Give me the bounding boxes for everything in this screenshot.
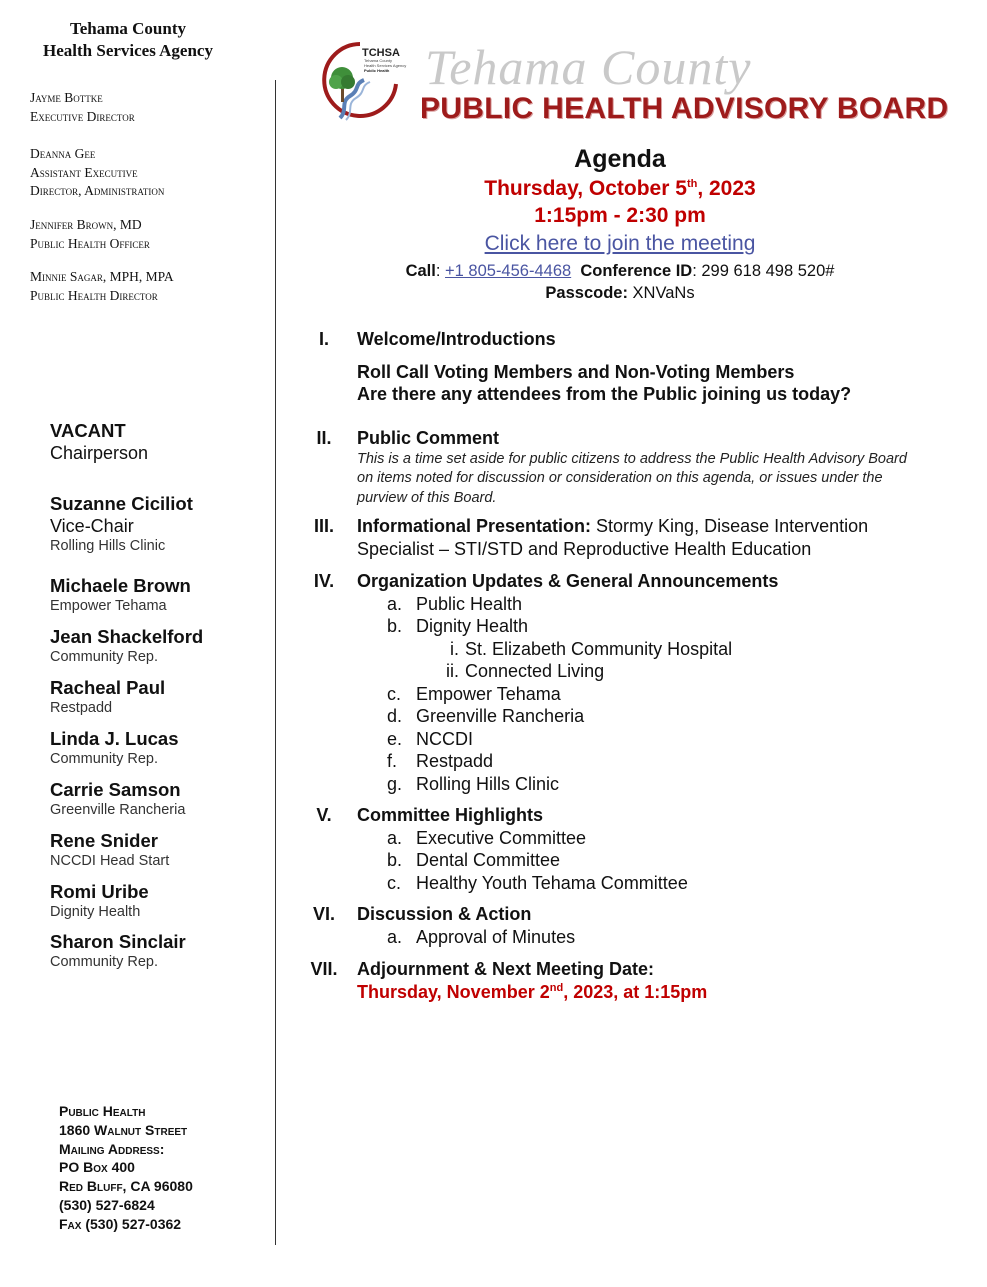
meeting-date: Thursday, October 5th, 2023 — [484, 177, 756, 200]
passcode-info: Passcode: XNVaNs — [545, 284, 695, 302]
sidebar — [0, 0, 272, 1287]
list-item: e. NCCDI — [387, 728, 473, 749]
board-member: Romi Uribe Dignity Health — [50, 881, 149, 920]
list-item: c. Healthy Youth Tehama Committee — [387, 872, 688, 893]
agenda-title: Agenda — [574, 145, 666, 173]
board-member: Linda J. Lucas Community Rep. — [50, 728, 179, 767]
phone-link[interactable]: +1 805-456-4468 — [445, 262, 572, 280]
board-member: Sharon Sinclair Community Rep. — [50, 931, 186, 970]
board-member: Jean Shackelford Community Rep. — [50, 626, 204, 665]
tchsa-logo — [320, 40, 407, 122]
join-meeting-line — [300, 232, 940, 256]
svg-text:Health Services Agency: Health Services Agency — [364, 63, 407, 68]
svg-text:Public Health: Public Health — [364, 68, 390, 73]
list-item: b. Dental Committee — [387, 850, 561, 870]
mailing-address: Public Health 1860 Walnut Street Mailing Address: PO Box 400 Red Bluff, CA 96080 (530) 527-6824 Fax (530) 527-0362 — [59, 1103, 193, 1232]
list-item: b. Dignity Health — [387, 616, 529, 636]
list-item: g. Rolling Hills Clinic — [387, 773, 560, 794]
board-title: PUBLIC HEALTH ADVISORY BOARD — [420, 92, 949, 125]
board-member: Rene Snider NCCDI Head Start — [50, 830, 170, 869]
staff-public-health-officer: Jennifer Brown, MD Public Health Officer — [30, 217, 150, 251]
board-member: Racheal Paul Restpadd — [50, 677, 166, 716]
meeting-time: 1:15pm - 2:30 pm — [534, 204, 706, 227]
staff-public-health-director: Minnie Sagar, MPH, MPA Public Health Director — [30, 269, 174, 303]
list-item: c. Empower Tehama — [387, 683, 561, 704]
board-member: VACANT Chairperson — [50, 420, 149, 463]
sidebar-divider — [275, 80, 276, 1245]
board-member: Suzanne Ciciliot Vice-Chair Rolling Hills Clinic — [50, 493, 193, 554]
svg-text:TCHSA: TCHSA — [362, 47, 400, 59]
join-meeting-link[interactable]: Click here to join the meeting — [484, 232, 756, 255]
list-item: a. Executive Committee — [387, 827, 587, 848]
svg-text:Tehama County: Tehama County — [364, 58, 393, 63]
list-item: d. Greenville Rancheria — [387, 706, 585, 726]
list-item: a. Public Health — [387, 593, 523, 614]
list-item: a. Approval of Minutes — [387, 926, 576, 947]
staff-executive-director: Jayme Bottke Executive Director — [30, 90, 135, 124]
next-meeting-date: Thursday, November 2nd, 2023, at 1:15pm — [357, 981, 708, 1002]
board-member: Michaele Brown Empower Tehama — [50, 575, 191, 614]
list-item: f. Restpadd — [387, 751, 494, 771]
agency-name: Tehama County Health Services Agency — [43, 19, 213, 60]
county-watermark: Tehama County — [425, 39, 752, 95]
staff-assistant-executive-director: Deanna Gee Assistant Executive Director, Administration — [30, 146, 165, 198]
board-member: Carrie Samson Greenville Rancheria — [50, 779, 186, 818]
list-item: i. St. Elizabeth Community Hospital — [450, 638, 733, 659]
call-info: Call: +1 805-456-4468 Conference ID: 299 618 498 520# — [405, 262, 835, 280]
list-item: ii. Connected Living — [446, 661, 605, 681]
